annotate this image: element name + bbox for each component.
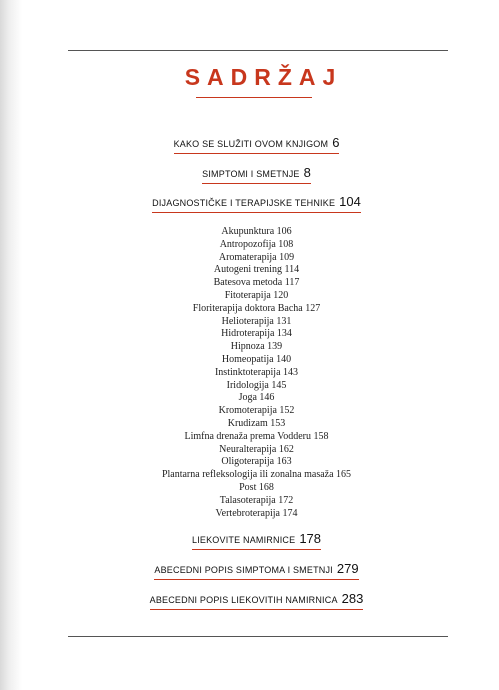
toc-entry[interactable]: Oligoterapija 163 bbox=[221, 456, 292, 468]
toc-entry[interactable]: Helioterapija 131 bbox=[221, 315, 292, 327]
section-label: LIEKOVITE NAMIRNICE bbox=[191, 535, 296, 545]
toc-entry[interactable]: Aromaterapija 109 bbox=[218, 251, 295, 263]
toc-entry[interactable]: Antropozofija 108 bbox=[219, 238, 294, 250]
techniques-list bbox=[0, 226, 499, 520]
section-label: ABECEDNI POPIS SIMPTOMA I SMETNJI bbox=[154, 565, 333, 575]
section-label: KAKO SE SLUŽITI OVOM KNJIGOM bbox=[173, 139, 329, 149]
toc-entry[interactable]: Talasoterapija 172 bbox=[219, 494, 294, 506]
section-label: SIMPTOMI I SMETNJE bbox=[202, 169, 300, 179]
section-page-number: 104 bbox=[339, 194, 361, 209]
toc-entry[interactable]: Iridologija 145 bbox=[226, 379, 287, 391]
toc-section-techniques[interactable] bbox=[0, 193, 499, 213]
toc-section-foods-index[interactable] bbox=[0, 590, 499, 610]
toc-entry[interactable]: Kromoterapija 152 bbox=[218, 405, 295, 417]
toc-entry[interactable]: Autogeni trening 114 bbox=[213, 264, 300, 276]
section-label: ABECEDNI POPIS LIEKOVITIH NAMIRNICA bbox=[149, 595, 338, 605]
toc-entry[interactable]: Fitoterapija 120 bbox=[224, 289, 289, 301]
page-title: SADRŽAJ bbox=[184, 64, 343, 90]
toc-entry[interactable]: Homeopatija 140 bbox=[221, 353, 292, 365]
bottom-rule bbox=[68, 636, 448, 637]
toc-entry[interactable]: Hipnoza 139 bbox=[230, 341, 283, 353]
toc-entry[interactable]: Hidroterapija 134 bbox=[221, 328, 292, 340]
toc-entry[interactable]: Limfna drenaža prema Vodderu 158 bbox=[184, 430, 329, 442]
toc-entry[interactable]: Plantarna refleksologija ili zonalna masaža 165 bbox=[161, 469, 352, 481]
toc-section-symptoms[interactable] bbox=[0, 164, 499, 184]
toc-entry[interactable]: Vertebroterapija 174 bbox=[215, 507, 298, 519]
section-page-number: 178 bbox=[299, 531, 322, 546]
section-page-number: 279 bbox=[336, 561, 359, 576]
toc-section-how-to-use[interactable] bbox=[0, 134, 499, 154]
toc-entry[interactable]: Instinktoterapija 143 bbox=[214, 366, 299, 378]
toc-entry[interactable]: Floriterapija doktora Bacha 127 bbox=[192, 302, 321, 314]
top-rule bbox=[68, 50, 448, 51]
toc-entry[interactable]: Neuralterapija 162 bbox=[219, 443, 294, 455]
toc-entry[interactable]: Akupunktura 106 bbox=[221, 226, 292, 237]
toc-section-symptom-index[interactable] bbox=[0, 560, 499, 580]
section-page-number: 283 bbox=[341, 591, 364, 606]
section-page-number: 6 bbox=[332, 135, 340, 150]
section-label: DIJAGNOSTIČKE I TERAPIJSKE TEHNIKE bbox=[152, 198, 336, 208]
toc-section-healing-foods[interactable] bbox=[0, 530, 499, 550]
title-underline bbox=[196, 97, 312, 98]
toc-entry[interactable]: Joga 146 bbox=[238, 392, 275, 404]
toc-entry[interactable]: Batesova metoda 117 bbox=[213, 277, 300, 289]
toc-entry[interactable]: Post 168 bbox=[239, 481, 274, 493]
section-page-number: 8 bbox=[303, 165, 311, 180]
toc-entry[interactable]: Krudizam 153 bbox=[227, 417, 286, 429]
